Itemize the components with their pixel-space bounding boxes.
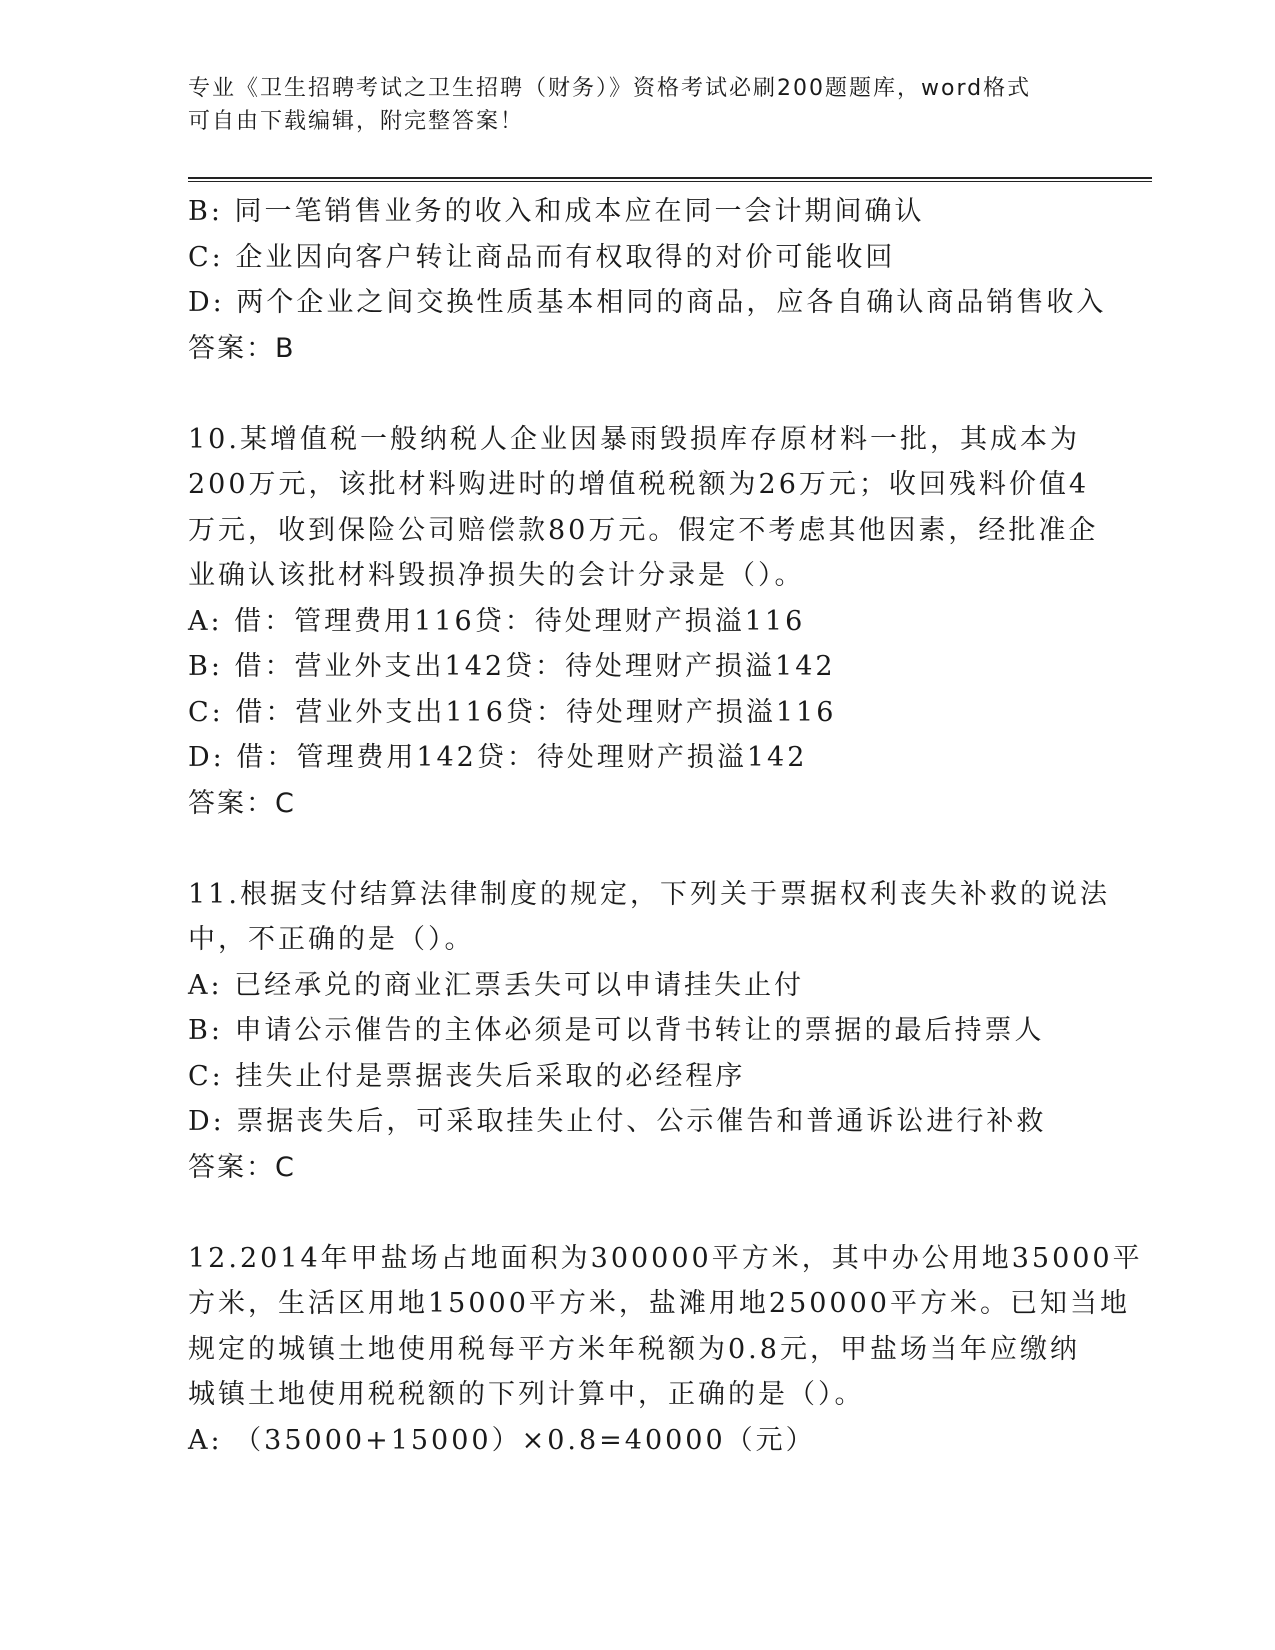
option-b: B: 申请公示催告的主体必须是可以背书转让的票据的最后持票人 xyxy=(188,1015,1045,1046)
option-d: D: 两个企业之间交换性质基本相同的商品，应各自确认商品销售收入 xyxy=(188,287,1107,318)
question-stem-line: 12.2014年甲盐场占地面积为300000平方米，其中办公用地35000平 xyxy=(188,1242,1143,1274)
option-a: A: （35000+15000）×0.8=40000（元） xyxy=(188,1424,816,1456)
option-d: D: 票据丧失后，可采取挂失止付、公示催告和普通诉讼进行补救 xyxy=(188,1106,1047,1137)
spacer xyxy=(188,1190,1078,1236)
question-stem-line: 200万元，该批材料购进时的增值税税额为26万元；收回残料价值4 xyxy=(188,469,1090,500)
answer: 答案：C xyxy=(188,1151,296,1183)
option-d: D: 借：管理费用142贷：待处理财产损溢142 xyxy=(188,742,808,773)
question-stem-line: 10.某增值税一般纳税人企业因暴雨毁损库存原材料一批，其成本为 xyxy=(188,423,1080,455)
question-stem-line: 城镇土地使用税税额的下列计算中，正确的是（）。 xyxy=(188,1379,865,1410)
answer: 答案：B xyxy=(188,332,296,364)
question-stem-line: 方米，生活区用地15000平方米，盐滩用地250000平方米。已知当地 xyxy=(188,1288,1130,1319)
option-c: C: 借：营业外支出116贷：待处理财产损溢116 xyxy=(188,696,837,728)
document-header xyxy=(188,72,1068,138)
question-stem-line: 规定的城镇土地使用税每平方米年税额为0.8元，甲盐场当年应缴纳 xyxy=(188,1333,1080,1365)
option-c: C: 挂失止付是票据丧失后采取的必经程序 xyxy=(188,1060,746,1092)
option-c: C: 企业因向客户转让商品而有权取得的对价可能收回 xyxy=(188,241,896,273)
option-a: A: 借：管理费用116贷：待处理财产损溢116 xyxy=(188,605,806,637)
spacer xyxy=(188,371,1078,417)
header-line-2: 可自由下载编辑，附完整答案！ xyxy=(188,109,525,134)
question-stem-line: 万元，收到保险公司赔偿款80万元。假定不考虑其他因素，经批准企 xyxy=(188,514,1099,546)
header-divider xyxy=(188,177,1152,182)
question-list xyxy=(188,189,1143,1463)
answer: 答案：C xyxy=(188,787,296,819)
question-9-tail xyxy=(188,189,1107,371)
question-stem-line: 11.根据支付结算法律制度的规定，下列关于票据权利丧失补救的说法 xyxy=(188,878,1110,910)
option-a: A: 已经承兑的商业汇票丢失可以申请挂失止付 xyxy=(188,969,805,1001)
spacer xyxy=(188,826,1078,872)
option-b: B: 同一笔销售业务的收入和成本应在同一会计期间确认 xyxy=(188,196,925,227)
question-12 xyxy=(188,1236,1143,1464)
option-b: B: 借：营业外支出142贷：待处理财产损溢142 xyxy=(188,651,836,682)
question-stem-line: 中，不正确的是（）。 xyxy=(188,924,475,955)
question-stem-line: 业确认该批材料毁损净损失的会计分录是（）。 xyxy=(188,560,805,591)
header-line-1: 专业《卫生招聘考试之卫生招聘（财务）》资格考试必刷200题题库，word格式 xyxy=(188,76,1032,101)
question-10 xyxy=(188,417,1099,827)
question-11 xyxy=(188,872,1110,1191)
